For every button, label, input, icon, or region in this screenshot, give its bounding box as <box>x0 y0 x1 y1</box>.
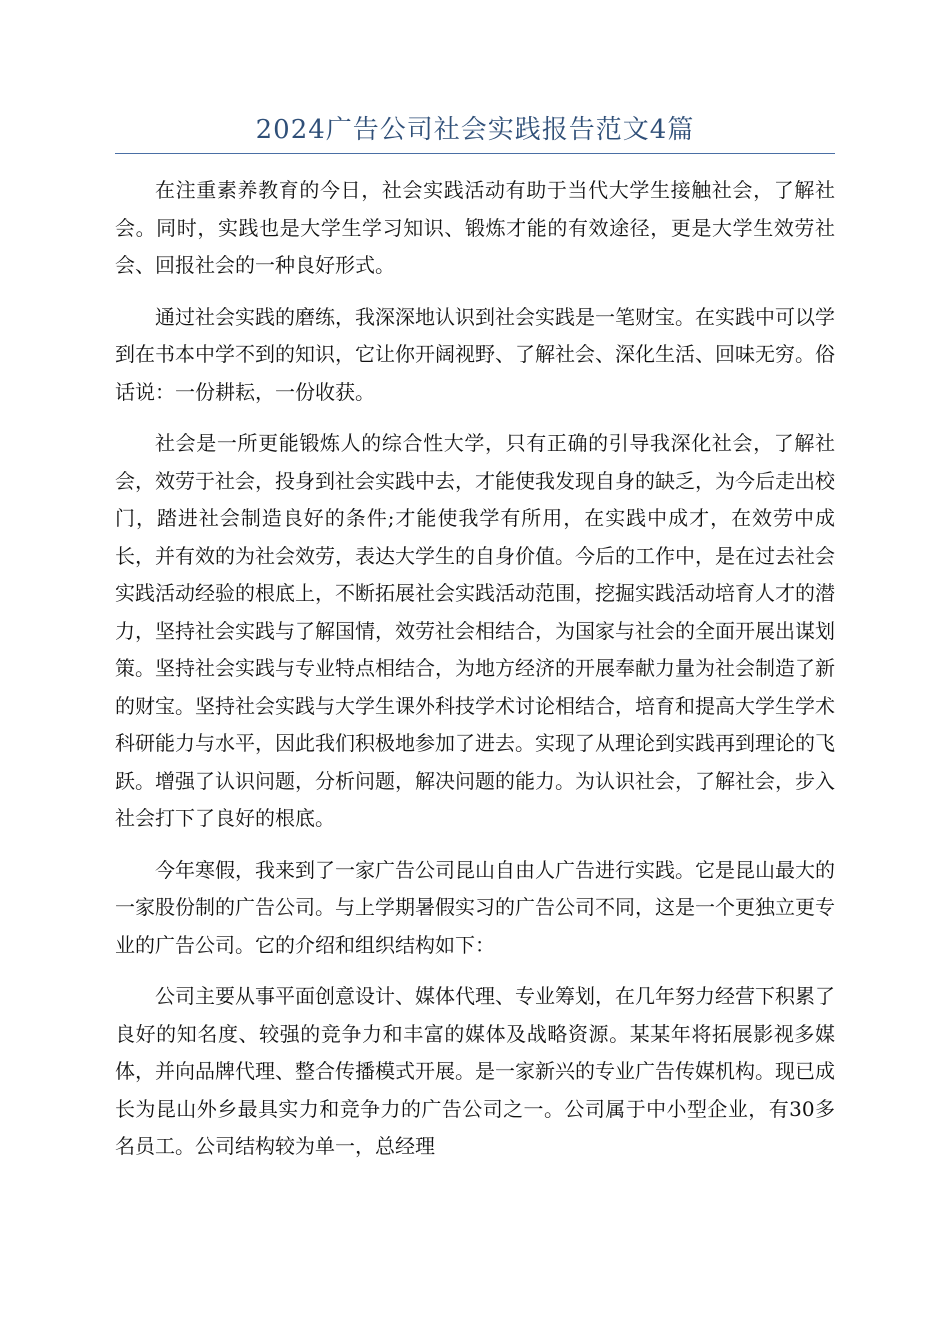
paragraph-2: 通过社会实践的磨练，我深深地认识到社会实践是一笔财宝。在实践中可以学到在书本中学不到的知识，它让你开阔视野、了解社会、深化生活、回味无穷。俗话说：一份耕耘，一份收获。 <box>115 304 835 404</box>
paragraph-1: 在注重素养教育的今日，社会实践活动有助于当代大学生接触社会，了解社会。同时，实践也是大学生学习知识、锻炼才能的有效途径，更是大学生效劳社会、回报社会的一种良好形式。 <box>115 178 835 277</box>
document-body <box>115 172 835 1180</box>
document-title: 2024广告公司社会实践报告范文4篇 <box>255 115 695 145</box>
paragraph-3: 社会是一所更能锻炼人的综合性大学，只有正确的引导我深化社会，了解社会，效劳于社会，投身到社会实践中去，才能使我发现自身的缺乏，为今后走出校门，踏进社会制造良好的条件;才能使我学有所用，在实践中成才，在效劳中成长，并有效的为社会效劳，表达大学生的自身价值。今后的工作中，是在过去社会实践活动经验的根底上，不断拓展社会实践活动范围，挖掘实践活动培育人才的潜力，坚持社会实践与了解国情，效劳社会相结合，为国家与社会的全面开展出谋划策。坚持社会实践与专业特点相结合，为地方经济的开展奉献力量为社会制造了新的财宝。坚持社会实践与大学生课外科技学术讨论相结合，培育和提高大学生学术科研能力与水平，因此我们积极地参加了进去。实现了从理论到实践再到理论的飞跃。增强了认识问题，分析问题，解决问题的能力。为认识社会，了解社会，步入社会打下了良好的根底。 <box>115 431 835 830</box>
title-underline <box>115 153 835 154</box>
paragraph-4: 今年寒假，我来到了一家广告公司昆山自由人广告进行实践。它是昆山最大的一家股份制的广告公司。与上学期暑假实习的广告公司不同，这是一个更独立更专业的广告公司。它的介绍和组织结构如下： <box>115 857 835 957</box>
paragraph-5: 公司主要从事平面创意设计、媒体代理、专业筹划，在几年努力经营下积累了良好的知名度、较强的竞争力和丰富的媒体及战略资源。某某年将拓展影视多媒体，并向品牌代理、整合传播模式开展。是一家新兴的专业广告传媒机构。现已成长为昆山外乡最具实力和竞争力的广告公司之一。公司属于中小型企业，有30多名员工。公司结构较为单一，总经理 <box>115 984 835 1158</box>
